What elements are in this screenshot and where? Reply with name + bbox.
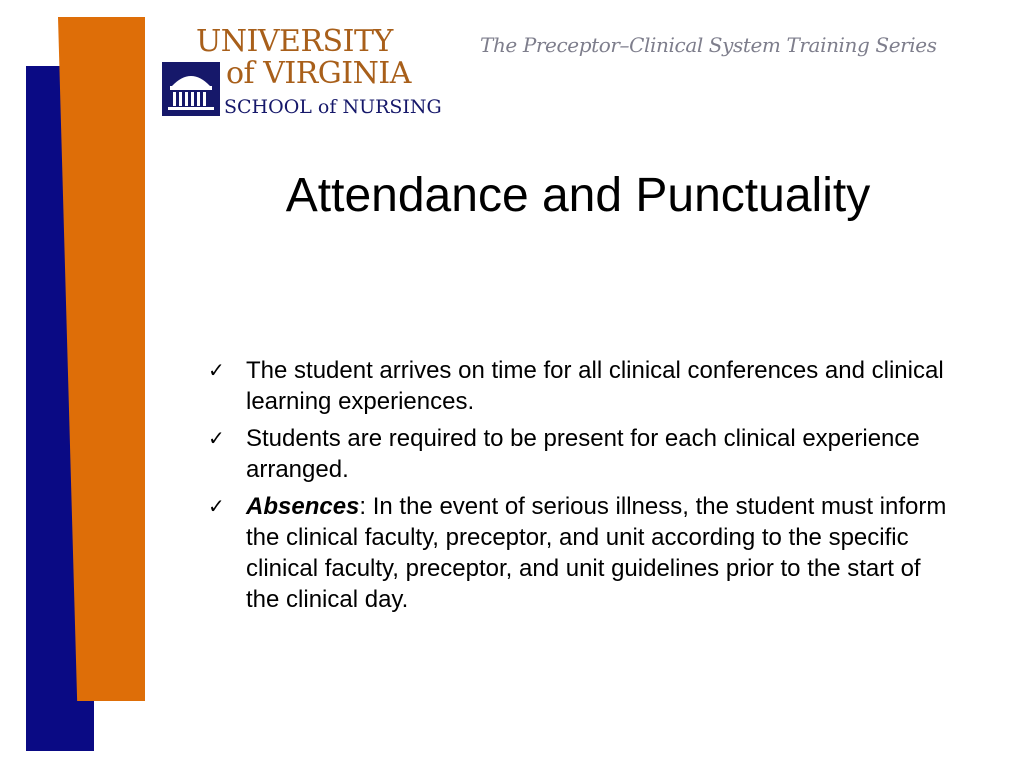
bullet-lead: Absences bbox=[246, 493, 360, 520]
list-item bbox=[208, 423, 948, 485]
checkmark-icon: ✓ bbox=[208, 426, 225, 450]
checkmark-icon: ✓ bbox=[208, 358, 225, 382]
logo-line-university: UNIVERSITY bbox=[196, 24, 393, 59]
slide-title: Attendance and Punctuality bbox=[285, 169, 871, 222]
bullet-text: The student arrives on time for all clinical conferences and clinical learning experiences. bbox=[246, 357, 944, 415]
university-logo bbox=[160, 24, 442, 126]
list-item bbox=[208, 355, 948, 417]
checkmark-icon: ✓ bbox=[208, 494, 225, 518]
list-item bbox=[208, 491, 948, 615]
logo-line-virginia: of VIRGINIA bbox=[226, 56, 411, 91]
bullet-text: Students are required to be present for each clinical experience arranged. bbox=[246, 425, 920, 483]
rotunda-icon bbox=[162, 62, 220, 116]
bullet-list bbox=[208, 355, 948, 621]
bullet-text: : In the event of serious illness, the student must inform the clinical faculty, preceptor, and unit according to the specific clinical faculty, preceptor, and unit guidelines prior to the start of the clinical day. bbox=[246, 493, 947, 613]
series-title: The Preceptor–Clinical System Training Series bbox=[480, 33, 937, 57]
logo-line-school: SCHOOL of NURSING bbox=[224, 96, 442, 118]
